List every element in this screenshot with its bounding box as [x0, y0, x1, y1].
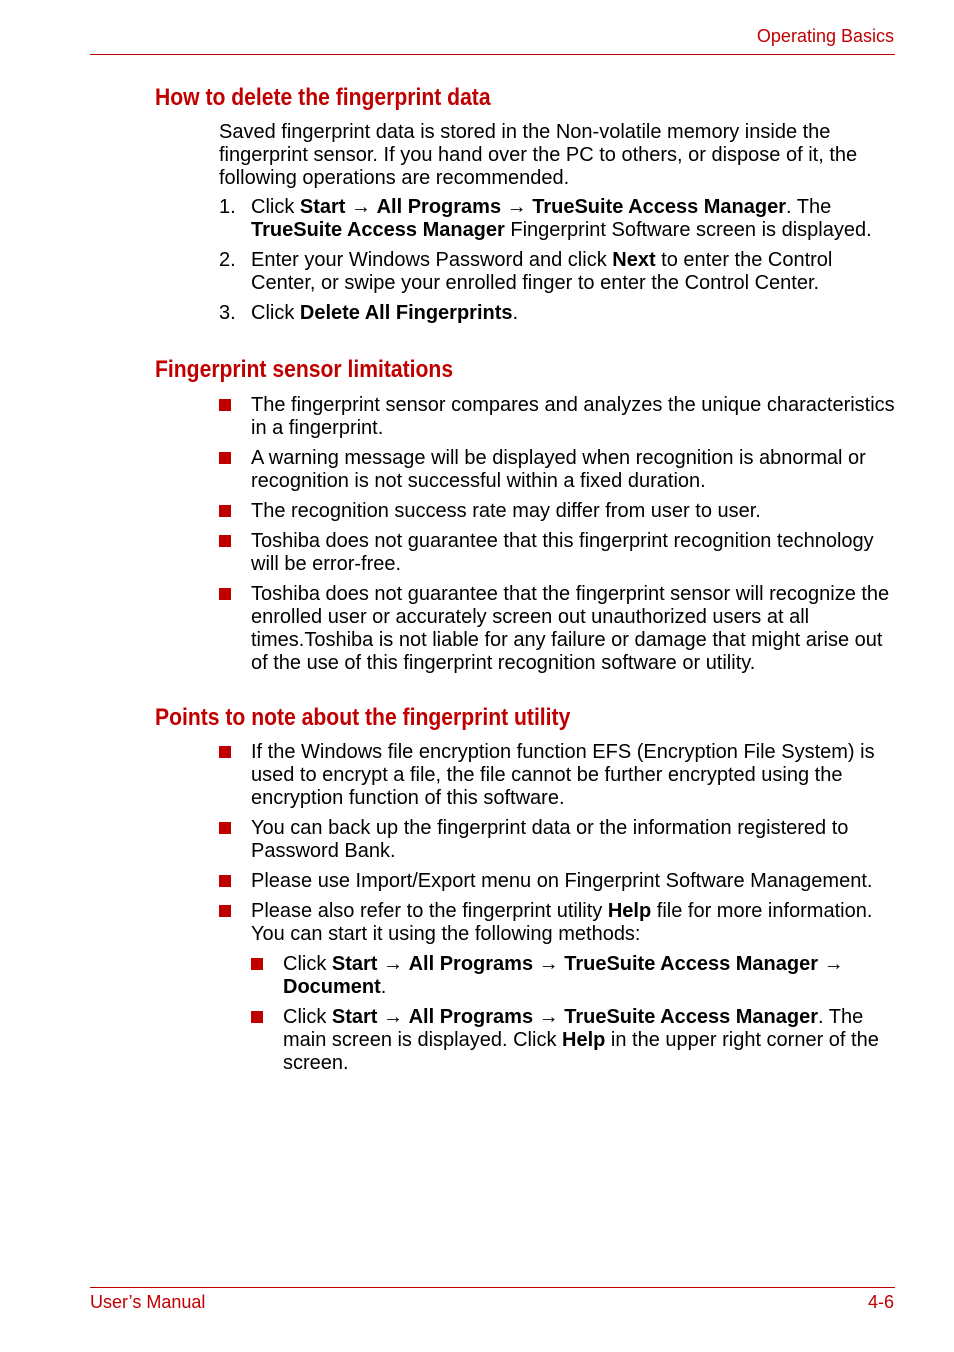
list-item: A warning message will be displayed when recognition is abnormal or recognition is not successful within a fixed duration. — [219, 447, 899, 493]
bullet-icon — [219, 505, 231, 517]
list-item: You can back up the fingerprint data or the information registered to Password Bank. — [219, 817, 899, 863]
heading-sensor-limitations: Fingerprint sensor limitations — [155, 356, 454, 383]
list-item: If the Windows file encryption function EFS (Encryption File System) is used to encrypt a file, the file cannot be further encrypted using the encryption function of this software. — [219, 741, 899, 810]
header-rule — [90, 54, 895, 55]
bullet-icon — [251, 958, 263, 970]
bullet-icon — [251, 1011, 263, 1023]
running-header: Operating Basics — [756, 26, 894, 46]
heading-utility-notes: Points to note about the fingerprint utility — [155, 704, 571, 731]
list-item: 3. Click Delete All Fingerprints. — [219, 302, 519, 324]
steps-list — [219, 196, 899, 332]
list-item: The fingerprint sensor compares and analyzes the unique characteristics in a fingerprint. — [219, 394, 899, 440]
footer-manual-title: User’s Manual — [90, 1292, 206, 1312]
bullet-icon — [219, 399, 231, 411]
page-number: 4-6 — [867, 1292, 894, 1312]
intro-paragraph: Saved fingerprint data is stored in the Non-volatile memory inside the fingerprint sensor. If you hand over the PC to others, or dispose of it, the following operations are recommended. — [219, 121, 858, 189]
list-item: 2. Enter your Windows Password and click Next to enter the Control Center, or swipe your enrolled finger to enter the Control Center. — [219, 249, 833, 294]
list-item: Toshiba does not guarantee that the fingerprint sensor will recognize the enrolled user or accurately screen out unauthorized users at all times.Toshiba is not liable for any failure or damage that might arise out of the use of this fingerprint recognition software or utility. — [219, 583, 899, 675]
list-item: Please use Import/Export menu on Fingerprint Software Management. — [219, 870, 899, 893]
list-item: Toshiba does not guarantee that this fingerprint recognition technology will be error-free. — [219, 530, 899, 576]
footer-rule — [90, 1287, 895, 1288]
list-item: The recognition success rate may differ from user to user. — [219, 500, 899, 523]
heading-delete-fingerprint: How to delete the fingerprint data — [155, 84, 491, 111]
bullet-icon — [219, 452, 231, 464]
list-item: 1. Click Start → All Programs → TrueSuite Access Manager. The TrueSuite Access Manager Fingerprint Software screen is displayed. — [219, 196, 872, 241]
limitations-list — [219, 394, 899, 682]
list-item: Please also refer to the fingerprint utility Help file for more information. You can start it using the following methods: Click Start → All Programs → TrueSuite Access Manager → Document. Click Start → All Programs → TrueSuite Access Manager. The main screen is displayed. Click Help in the upper right corner of the screen. — [219, 900, 899, 1075]
methods-sublist — [251, 953, 899, 1075]
bullet-icon — [219, 535, 231, 547]
utility-notes-list — [219, 741, 899, 1082]
bullet-icon — [219, 875, 231, 887]
bullet-icon — [219, 746, 231, 758]
bullet-icon — [219, 905, 231, 917]
bullet-icon — [219, 822, 231, 834]
bullet-icon — [219, 588, 231, 600]
list-item: Click Start → All Programs → TrueSuite Access Manager → Document. — [251, 953, 899, 999]
list-item: Click Start → All Programs → TrueSuite Access Manager. The main screen is displayed. Click Help in the upper right corner of the screen. — [251, 1006, 899, 1075]
